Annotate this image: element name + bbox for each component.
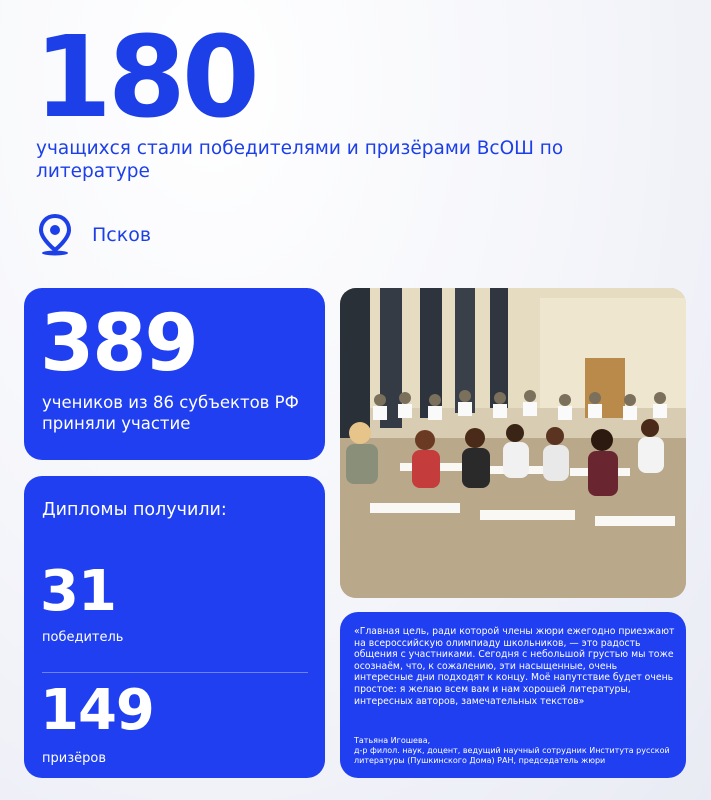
participants-text: учеников из 86 субъектов РФ приняли участие — [42, 393, 299, 433]
participants-card — [24, 288, 325, 460]
diplomas-card — [24, 476, 325, 778]
prize-label: призёров — [42, 751, 106, 766]
quote-author-title: д-р филол. наук, доцент, ведущий научный сотрудник Института русской литературы (Пушкинского Дома) РАН, председатель жюри — [354, 746, 670, 765]
winners-label: победитель — [42, 630, 124, 645]
prize-number: 149 — [40, 678, 154, 743]
headline-number: 180 — [34, 13, 256, 143]
location-pin-icon — [38, 214, 72, 256]
quote-card — [340, 612, 686, 778]
headline-text: учащихся стали победителями и призёрами ВсОШ по литературе — [36, 138, 564, 182]
participants-number: 389 — [40, 299, 197, 389]
quote-text: «Главная цель, ради которой члены жюри ежегодно приезжают на всероссийскую олимпиаду школьников, — это радость общения с участниками. Сегодня с небольшой грустью мы тоже осознаём, что, к сожалению, эти насыщенные, очень интересные дни подходят к концу. Моё напутствие будет очень простое: я желаю всем вам и нам хорошей литературы, интересных авторов, замечательных текстов» — [354, 626, 675, 707]
diplomas-title: Дипломы получили: — [42, 500, 227, 520]
classroom-illustration — [340, 288, 686, 598]
winners-number: 31 — [40, 559, 116, 624]
location — [38, 214, 151, 256]
divider — [42, 672, 308, 673]
olympiad-photo — [340, 288, 686, 598]
quote-author — [354, 736, 676, 766]
location-city: Псков — [92, 224, 152, 246]
quote-author-name: Татьяна Игошева, — [354, 736, 431, 745]
